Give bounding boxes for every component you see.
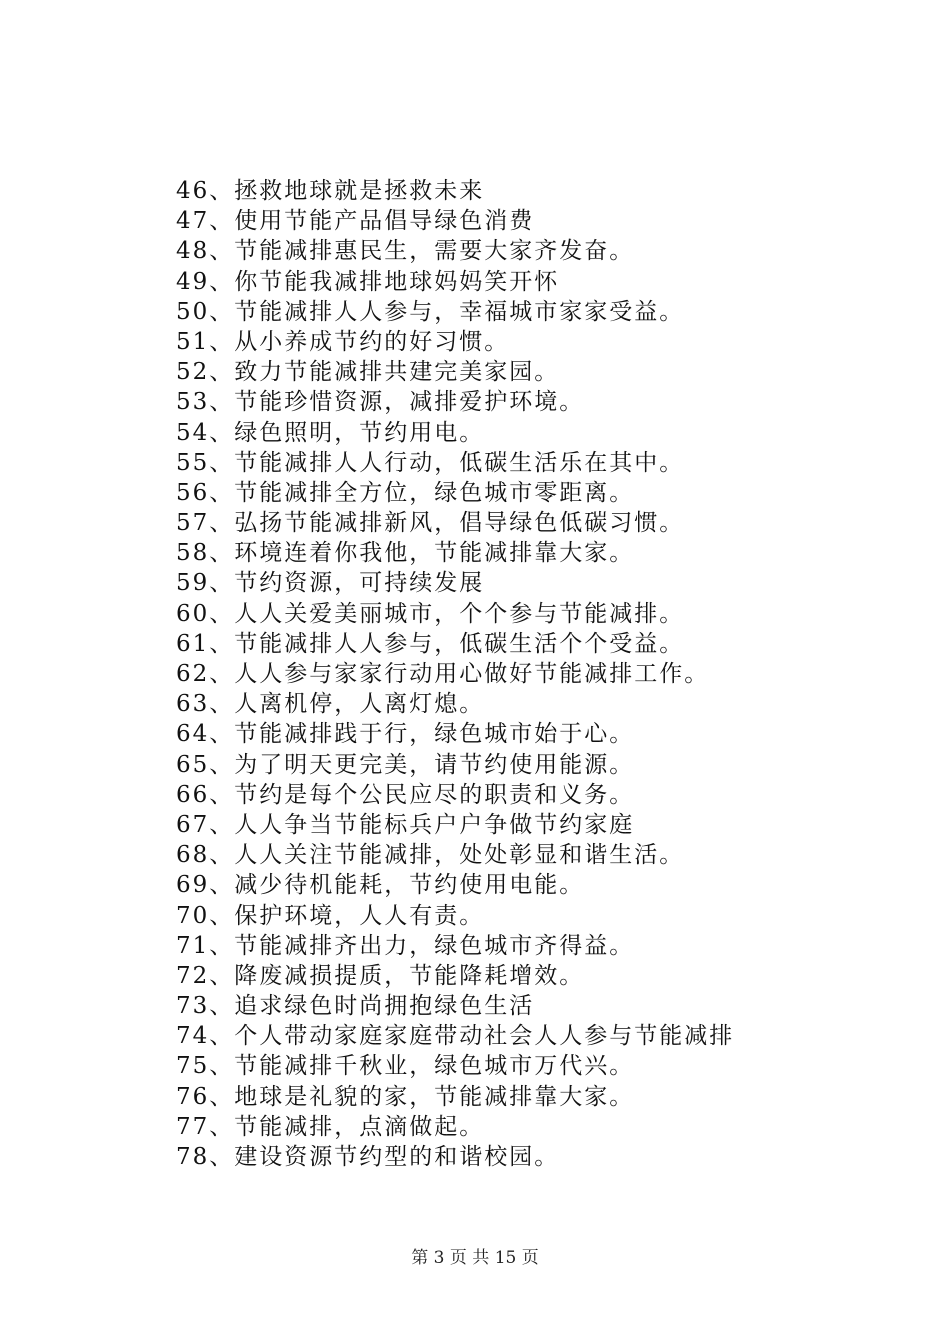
slogan-line: 64、节能减排践于行，绿色城市始于心。 [176, 721, 635, 748]
slogan-line: 63、人离机停，人离灯熄。 [176, 691, 485, 718]
slogan-line: 51、从小养成节约的好习惯。 [176, 328, 510, 355]
slogan-line: 75、节能减排千秋业，绿色城市万代兴。 [176, 1053, 635, 1080]
slogan-line: 48、节能减排惠民生，需要大家齐发奋。 [176, 238, 635, 265]
slogan-line: 53、节能珍惜资源，减排爱护环境。 [176, 389, 585, 416]
slogan-line: 76、地球是礼貌的家，节能减排靠大家。 [176, 1083, 635, 1110]
slogan-line: 55、节能减排人人行动，低碳生活乐在其中。 [176, 449, 685, 476]
slogan-line: 58、环境连着你我他，节能减排靠大家。 [176, 540, 635, 567]
slogan-line: 65、为了明天更完美，请节约使用能源。 [176, 751, 635, 778]
slogan-line: 50、节能减排人人参与，幸福城市家家受益。 [176, 298, 685, 325]
slogan-line: 70、保护环境，人人有责。 [176, 902, 485, 929]
slogan-list [176, 176, 876, 1172]
slogan-line: 49、你节能我减排地球妈妈笑开怀 [176, 268, 560, 295]
slogan-line: 46、拯救地球就是拯救未来 [176, 178, 485, 204]
slogan-line: 78、建设资源节约型的和谐校园。 [176, 1144, 560, 1170]
slogan-line: 59、节约资源，可持续发展 [176, 570, 485, 597]
slogan-line: 77、节能减排，点滴做起。 [176, 1113, 485, 1140]
slogan-line: 71、节能减排齐出力，绿色城市齐得益。 [176, 932, 635, 959]
slogan-line: 73、追求绿色时尚拥抱绿色生活 [176, 993, 535, 1020]
slogan-line: 57、弘扬节能减排新风，倡导绿色低碳习惯。 [176, 510, 685, 537]
slogan-line: 60、人人关爱美丽城市，个个参与节能减排。 [176, 600, 685, 627]
slogan-line: 54、绿色照明，节约用电。 [176, 419, 485, 446]
slogan-line: 61、节能减排人人参与，低碳生活个个受益。 [176, 630, 685, 657]
slogan-line: 56、节能减排全方位，绿色城市零距离。 [176, 479, 635, 506]
slogan-line: 66、节约是每个公民应尽的职责和义务。 [176, 781, 635, 808]
slogan-line: 68、人人关注节能减排，处处彰显和谐生活。 [176, 842, 685, 869]
slogan-line: 52、致力节能减排共建完美家园。 [176, 359, 560, 386]
slogan-line: 47、使用节能产品倡导绿色消费 [176, 208, 535, 235]
slogan-line: 74、个人带动家庭家庭带动社会人人参与节能减排 [176, 1023, 735, 1050]
slogan-line: 62、人人参与家家行动用心做好节能减排工作。 [176, 661, 710, 687]
slogan-line: 67、人人争当节能标兵户户争做节约家庭 [176, 811, 635, 838]
page-number-footer: 第 3 页 共 15 页 [411, 1248, 539, 1268]
slogan-line: 72、降废减损提质，节能降耗增效。 [176, 962, 585, 989]
slogan-line: 69、减少待机能耗，节约使用电能。 [176, 872, 585, 899]
